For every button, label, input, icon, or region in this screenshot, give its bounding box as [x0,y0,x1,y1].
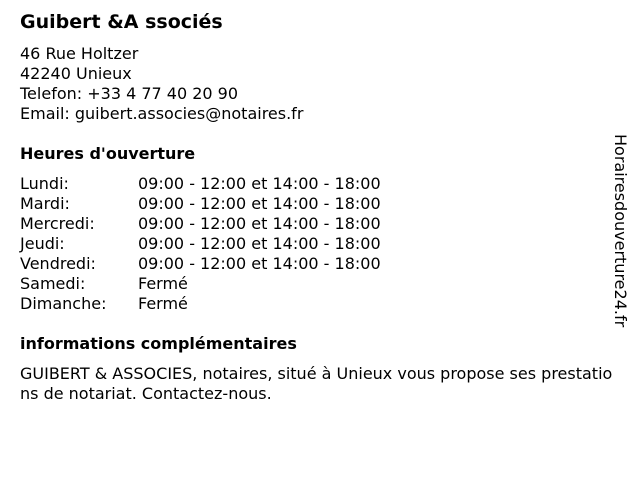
day-label: Mardi: [20,194,70,213]
phone-number: Telefon: +33 4 77 40 20 90 [20,84,239,103]
time-range: 09:00 - 12:00 et 14:00 - 18:00 [138,254,381,273]
hours-row-thursday [20,234,381,254]
hours-row-wednesday [20,214,381,234]
hours-row-tuesday [20,194,381,214]
day-label: Jeudi: [20,234,65,253]
time-range: 09:00 - 12:00 et 14:00 - 18:00 [138,194,381,213]
time-range: 09:00 - 12:00 et 14:00 - 18:00 [138,214,381,233]
day-label: Vendredi: [20,254,96,273]
hours-row-friday [20,254,381,274]
city-postcode: 42240 Unieux [20,64,132,83]
day-label: Samedi: [20,274,86,293]
opening-hours-table [20,174,381,314]
time-range: Fermé [138,274,188,293]
business-description: GUIBERT & ASSOCIES, notaires, situé à Unieux vous propose ses prestations de notariat. Contactez-nous. [20,364,613,403]
opening-hours-heading: Heures d'ouverture [20,144,196,163]
street-address: 46 Rue Holtzer [20,44,139,63]
email-address: Email: guibert.associes@notaires.fr [20,104,304,123]
site-watermark: Horairesdouverture24.fr [611,134,630,328]
hours-row-monday [20,174,381,194]
additional-info-heading: informations complémentaires [20,334,297,353]
page-title: Guibert &A ssociés [20,11,223,33]
time-range: Fermé [138,294,188,313]
hours-row-sunday [20,294,381,314]
day-label: Dimanche: [20,294,107,313]
time-range: 09:00 - 12:00 et 14:00 - 18:00 [138,174,381,193]
address-block [20,44,303,124]
day-label: Mercredi: [20,214,95,233]
hours-row-saturday [20,274,381,294]
time-range: 09:00 - 12:00 et 14:00 - 18:00 [138,234,381,253]
day-label: Lundi: [20,174,69,193]
